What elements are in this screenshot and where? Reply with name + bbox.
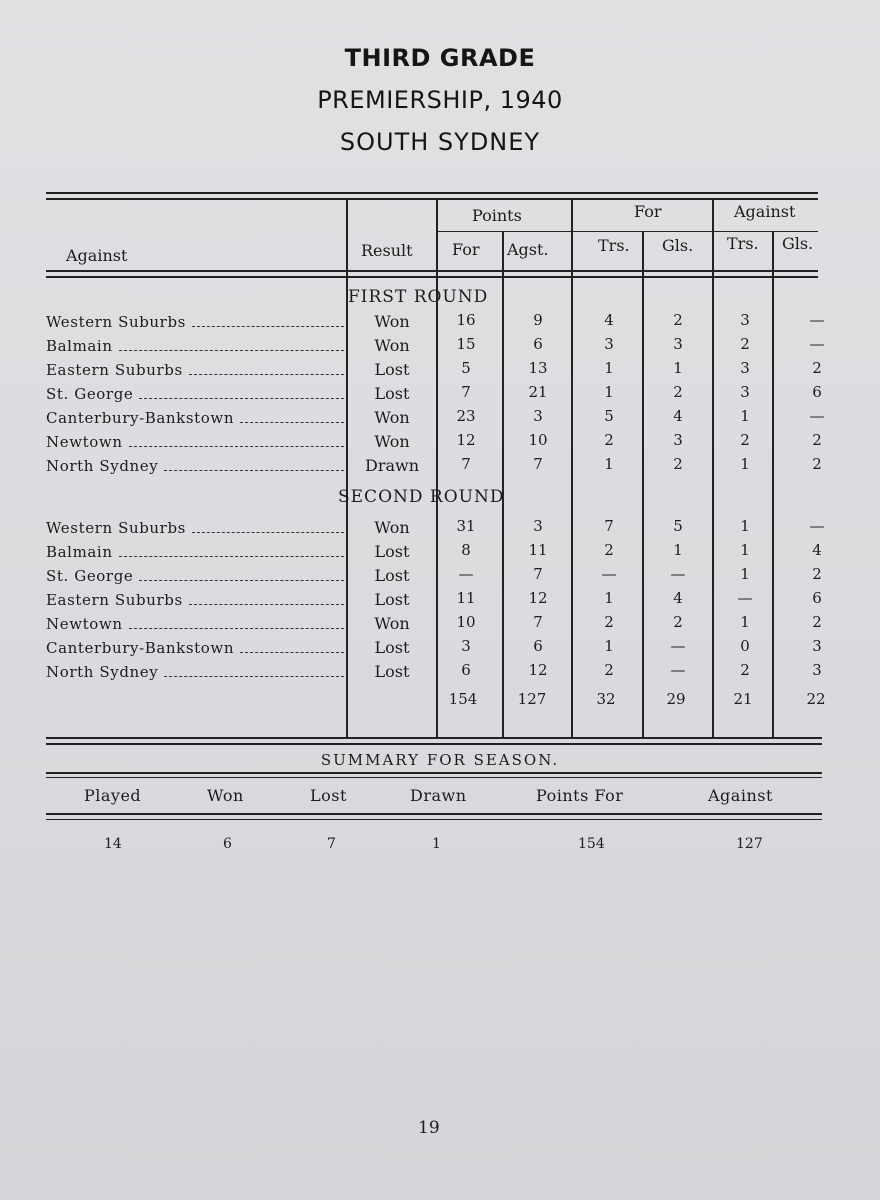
against-trs-cell: 1	[740, 613, 750, 631]
for-gls-cell: 2	[673, 311, 683, 329]
team-name: Balmain	[46, 543, 113, 561]
points-for-cell: 15	[456, 335, 476, 353]
header-points-agst: Agst.	[507, 240, 549, 259]
header-for-trs: Trs.	[598, 236, 630, 255]
match-result: Won	[374, 408, 410, 427]
for-trs-cell: 2	[604, 431, 614, 449]
leader-dots	[189, 604, 344, 605]
header-bottom-rule-1	[46, 270, 818, 272]
page-number: 19	[418, 1118, 440, 1138]
summary-header-drawn: Drawn	[410, 786, 467, 805]
match-result: Lost	[374, 590, 410, 609]
against-gls-cell: 6	[812, 383, 822, 401]
total-for-gls: 29	[666, 690, 686, 708]
against-trs-cell: 1	[740, 517, 750, 535]
points-for-cell: 7	[461, 455, 471, 473]
against-trs-cell: 2	[740, 431, 750, 449]
against-gls-cell: 3	[812, 661, 822, 679]
against-trs-cell: 1	[740, 455, 750, 473]
table-bottom-rule-2	[46, 743, 822, 745]
points-group-rule	[436, 231, 818, 232]
points-agst-cell: 6	[533, 637, 543, 655]
summary-value-against: 127	[736, 836, 763, 852]
col-divider-against	[712, 200, 714, 737]
for-trs-cell: 2	[604, 613, 614, 631]
summary-title: SUMMARY FOR SEASON.	[320, 751, 560, 769]
leader-dots	[119, 350, 344, 351]
team-name: St. George	[46, 385, 134, 403]
leader-dots	[192, 532, 344, 533]
against-gls-cell: 6	[812, 589, 822, 607]
for-trs-cell: 1	[604, 383, 614, 401]
for-gls-cell: —	[670, 565, 686, 583]
leader-dots	[240, 422, 344, 423]
team-name: Balmain	[46, 337, 113, 355]
for-trs-cell: 3	[604, 335, 614, 353]
col-divider-for-inner	[642, 232, 644, 737]
team-name: North Sydney	[46, 663, 159, 681]
total-against-trs: 21	[733, 690, 753, 708]
total-points-for: 154	[448, 690, 478, 708]
col-divider-result	[346, 200, 348, 737]
against-gls-cell: —	[809, 335, 825, 353]
against-trs-cell: 2	[740, 661, 750, 679]
for-gls-cell: 1	[673, 359, 683, 377]
points-for-cell: 23	[456, 407, 476, 425]
for-gls-cell: 2	[673, 383, 683, 401]
for-gls-cell: 2	[673, 455, 683, 473]
header-against: Against	[66, 246, 128, 265]
total-points-agst: 127	[517, 690, 547, 708]
team-name: Newtown	[46, 615, 123, 633]
header-points-for: For	[452, 240, 480, 259]
col-divider-points-inner	[502, 232, 504, 737]
leader-dots	[192, 326, 344, 327]
header-for-gls: Gls.	[662, 236, 694, 255]
second-round-label: SECOND ROUND	[338, 487, 505, 507]
for-gls-cell: 3	[673, 335, 683, 353]
leader-dots	[189, 374, 344, 375]
title-premiership: PREMIERSHIP, 1940	[317, 86, 563, 114]
match-result: Won	[374, 312, 410, 331]
points-agst-cell: 7	[533, 613, 543, 631]
points-for-cell: 12	[456, 431, 476, 449]
table-top-rule-2	[46, 198, 818, 200]
summary-header-won: Won	[207, 786, 244, 805]
total-for-trs: 32	[596, 690, 616, 708]
points-agst-cell: 7	[533, 565, 543, 583]
match-result: Drawn	[364, 456, 419, 475]
leader-dots	[139, 580, 344, 581]
against-trs-cell: —	[737, 589, 753, 607]
match-result: Lost	[374, 384, 410, 403]
points-for-cell: 11	[456, 589, 476, 607]
against-trs-cell: 0	[740, 637, 750, 655]
for-gls-cell: —	[670, 637, 686, 655]
for-trs-cell: 2	[604, 661, 614, 679]
points-agst-cell: 10	[528, 431, 548, 449]
match-result: Won	[374, 518, 410, 537]
against-gls-cell: 2	[812, 431, 822, 449]
for-gls-cell: 5	[673, 517, 683, 535]
points-agst-cell: 9	[533, 311, 543, 329]
match-result: Lost	[374, 542, 410, 561]
for-gls-cell: 2	[673, 613, 683, 631]
points-agst-cell: 6	[533, 335, 543, 353]
for-gls-cell: 3	[673, 431, 683, 449]
leader-dots	[164, 470, 344, 471]
summary-header-points-for: Points For	[536, 786, 624, 805]
points-for-cell: 10	[456, 613, 476, 631]
first-round-label: FIRST ROUND	[348, 287, 489, 307]
points-for-cell: 7	[461, 383, 471, 401]
points-agst-cell: 7	[533, 455, 543, 473]
against-trs-cell: 3	[740, 383, 750, 401]
for-trs-cell: 4	[604, 311, 614, 329]
match-result: Won	[374, 336, 410, 355]
leader-dots	[164, 676, 344, 677]
col-divider-for	[571, 200, 573, 737]
header-points: Points	[472, 206, 522, 225]
team-name: Western Suburbs	[46, 313, 186, 331]
points-for-cell: —	[458, 565, 474, 583]
header-bottom-rule-2	[46, 276, 818, 278]
header-result: Result	[361, 241, 413, 260]
points-for-cell: 3	[461, 637, 471, 655]
points-agst-cell: 11	[528, 541, 548, 559]
summary-value-lost: 7	[327, 836, 336, 852]
summary-header-against: Against	[708, 786, 773, 805]
header-against-group: Against	[734, 202, 796, 221]
leader-dots	[119, 556, 344, 557]
against-gls-cell: —	[809, 407, 825, 425]
team-name: Western Suburbs	[46, 519, 186, 537]
against-trs-cell: 2	[740, 335, 750, 353]
points-for-cell: 31	[456, 517, 476, 535]
leader-dots	[129, 628, 344, 629]
for-trs-cell: 5	[604, 407, 614, 425]
against-gls-cell: —	[809, 517, 825, 535]
leader-dots	[139, 398, 344, 399]
team-name: Canterbury-Bankstown	[46, 409, 235, 427]
for-gls-cell: —	[670, 661, 686, 679]
match-result: Lost	[374, 662, 410, 681]
table-top-rule-1	[46, 192, 818, 194]
points-agst-cell: 12	[528, 589, 548, 607]
summary-rule-2	[46, 777, 822, 778]
against-gls-cell: —	[809, 311, 825, 329]
team-name: St. George	[46, 567, 134, 585]
leader-dots	[129, 446, 344, 447]
for-gls-cell: 1	[673, 541, 683, 559]
against-gls-cell: 4	[812, 541, 822, 559]
against-gls-cell: 3	[812, 637, 822, 655]
summary-header-played: Played	[84, 786, 142, 805]
for-trs-cell: 7	[604, 517, 614, 535]
table-bottom-rule-1	[46, 737, 822, 739]
against-gls-cell: 2	[812, 613, 822, 631]
for-gls-cell: 4	[673, 407, 683, 425]
points-for-cell: 8	[461, 541, 471, 559]
for-trs-cell: 1	[604, 455, 614, 473]
points-agst-cell: 3	[533, 517, 543, 535]
match-result: Won	[374, 614, 410, 633]
against-gls-cell: 2	[812, 565, 822, 583]
match-result: Lost	[374, 566, 410, 585]
total-against-gls: 22	[806, 690, 826, 708]
for-trs-cell: 1	[604, 637, 614, 655]
against-trs-cell: 3	[740, 359, 750, 377]
summary-rule-4	[46, 819, 822, 820]
title-club: SOUTH SYDNEY	[339, 128, 541, 156]
for-trs-cell: —	[601, 565, 617, 583]
for-trs-cell: 2	[604, 541, 614, 559]
points-for-cell: 6	[461, 661, 471, 679]
against-gls-cell: 2	[812, 455, 822, 473]
team-name: North Sydney	[46, 457, 159, 475]
summary-value-points-for: 154	[578, 836, 605, 852]
header-against-trs: Trs.	[727, 234, 759, 253]
for-gls-cell: 4	[673, 589, 683, 607]
header-against-gls: Gls.	[782, 234, 814, 253]
match-result: Won	[374, 432, 410, 451]
points-for-cell: 16	[456, 311, 476, 329]
points-for-cell: 5	[461, 359, 471, 377]
team-name: Eastern Suburbs	[46, 591, 183, 609]
team-name: Newtown	[46, 433, 123, 451]
team-name: Canterbury-Bankstown	[46, 639, 235, 657]
points-agst-cell: 13	[528, 359, 548, 377]
match-result: Lost	[374, 638, 410, 657]
points-agst-cell: 21	[528, 383, 548, 401]
team-name: Eastern Suburbs	[46, 361, 183, 379]
match-result: Lost	[374, 360, 410, 379]
against-trs-cell: 1	[740, 565, 750, 583]
summary-value-played: 14	[104, 836, 122, 852]
leader-dots	[240, 652, 344, 653]
against-trs-cell: 3	[740, 311, 750, 329]
summary-value-drawn: 1	[432, 836, 441, 852]
against-trs-cell: 1	[740, 541, 750, 559]
summary-value-won: 6	[223, 836, 232, 852]
summary-rule-3	[46, 813, 822, 815]
against-gls-cell: 2	[812, 359, 822, 377]
title-grade: THIRD GRADE	[344, 44, 536, 72]
points-agst-cell: 12	[528, 661, 548, 679]
for-trs-cell: 1	[604, 589, 614, 607]
header-for-group: For	[634, 202, 662, 221]
against-trs-cell: 1	[740, 407, 750, 425]
for-trs-cell: 1	[604, 359, 614, 377]
points-agst-cell: 3	[533, 407, 543, 425]
summary-header-lost: Lost	[310, 786, 347, 805]
summary-rule-1	[46, 772, 822, 774]
